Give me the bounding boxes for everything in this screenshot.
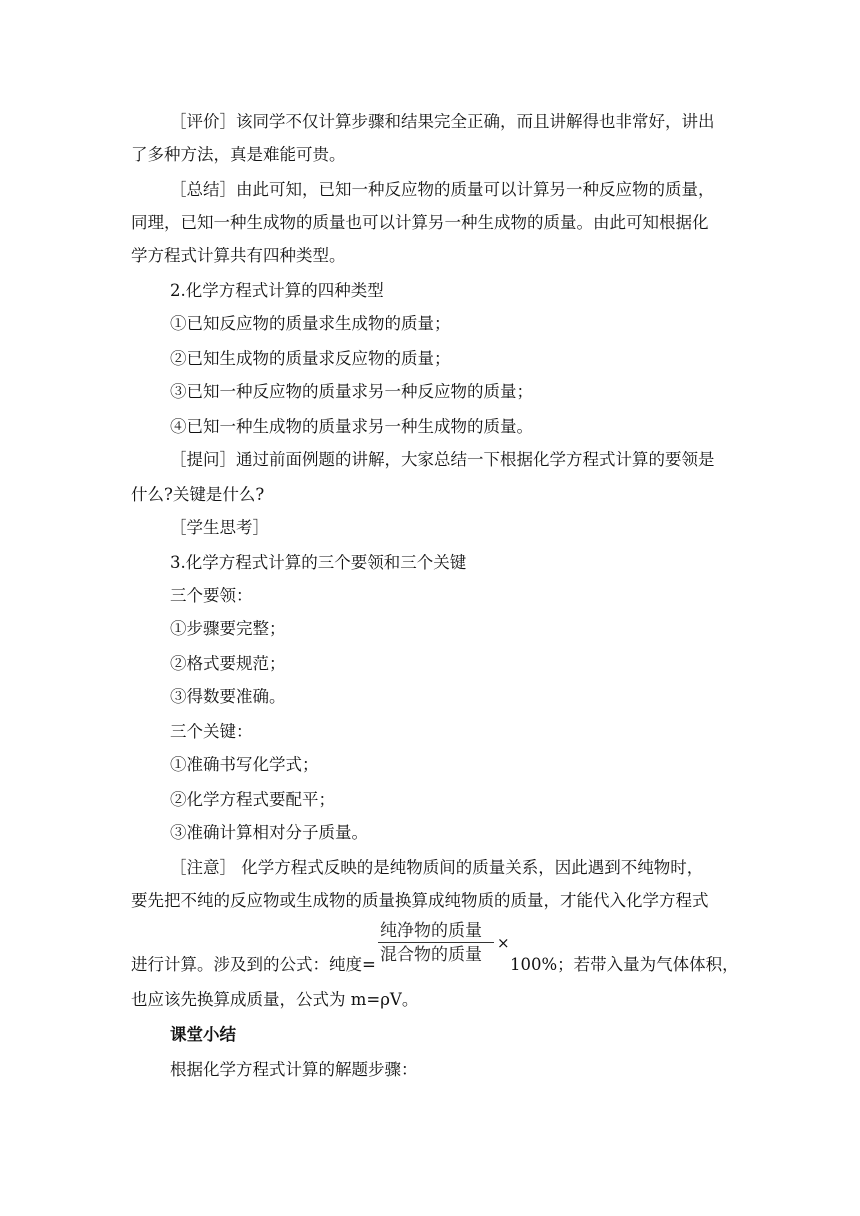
paragraph-line: 也应该先换算成质量，公式为 m=ρV。 — [131, 990, 419, 1009]
paragraph-line: 了多种方法，真是难能可贵。 — [131, 145, 346, 164]
list-item: ①已知反应物的质量求生成物的质量； — [170, 314, 451, 333]
list-item: ③得数要准确。 — [170, 687, 286, 706]
paragraph-line: 根据化学方程式计算的解题步骤： — [170, 1060, 418, 1079]
list-item: ①准确书写化学式； — [170, 755, 319, 774]
subheading: 三个关键： — [170, 722, 253, 741]
fraction-numerator: 纯净物的质量 — [380, 921, 482, 941]
subheading: 三个要领： — [170, 586, 253, 605]
list-item: ③准确计算相对分子质量。 — [170, 823, 368, 842]
paragraph-line: ［总结］由此可知，已知一种反应物的质量可以计算另一种反应物的质量， — [170, 180, 715, 199]
section-title: 课堂小结 — [170, 1025, 236, 1044]
paragraph-line: 同理，已知一种生成物的质量也可以计算另一种生成物的质量。由此可知根据化 — [131, 213, 709, 232]
section-heading: 2.化学方程式计算的四种类型 — [170, 281, 384, 300]
paragraph-line: 要先把不纯的反应物或生成物的质量换算成纯物质的质量，才能代入化学方程式 — [131, 891, 709, 910]
list-item: ③已知一种反应物的质量求另一种反应物的质量； — [170, 382, 533, 401]
purity-fraction — [378, 918, 498, 972]
multiply-sign: × — [497, 934, 510, 952]
fraction-denominator: 混合物的质量 — [380, 945, 482, 965]
paragraph-line: 学方程式计算共有四种类型。 — [131, 246, 346, 265]
paragraph-line: 什么?关键是什么? — [131, 485, 265, 504]
section-heading: 3.化学方程式计算的三个要领和三个关键 — [170, 553, 467, 572]
paragraph-line: ［注意］ 化学方程式反映的是纯物质间的质量关系，因此遇到不纯物时， — [170, 858, 704, 877]
fraction-bar — [378, 942, 494, 943]
list-item: ②化学方程式要配平； — [170, 790, 335, 809]
list-item: ④已知一种生成物的质量求另一种生成物的质量。 — [170, 417, 533, 436]
list-item: ②已知生成物的质量求反应物的质量； — [170, 349, 451, 368]
list-item: ①步骤要完整； — [170, 619, 286, 638]
paragraph-line: ［学生思考］ — [170, 518, 269, 537]
paragraph-line: 进行计算。涉及到的公式：纯度= — [131, 955, 376, 974]
paragraph-line: ［提问］通过前面例题的讲解，大家总结一下根据化学方程式计算的要领是 — [170, 450, 715, 469]
paragraph-line: ［评价］该同学不仅计算步骤和结果完全正确，而且讲解得也非常好，讲出 — [170, 112, 715, 131]
list-item: ②格式要规范； — [170, 654, 286, 673]
paragraph-line: 100%；若带入量为气体体积， — [510, 955, 739, 974]
